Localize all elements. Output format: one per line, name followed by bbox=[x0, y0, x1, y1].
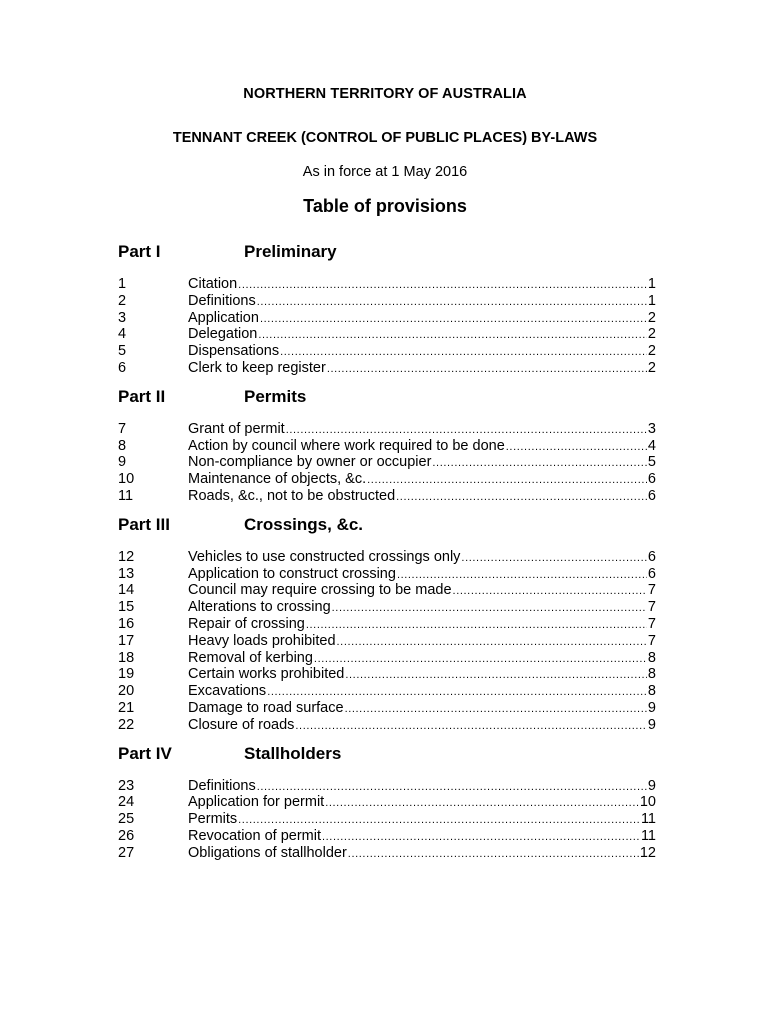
entry-title: Alterations to crossing bbox=[188, 599, 331, 616]
toc-entry[interactable] bbox=[118, 582, 656, 599]
entry-title: Maintenance of objects, &c. bbox=[188, 471, 367, 488]
entry-page-number: 11 bbox=[640, 811, 656, 828]
dot-leader bbox=[332, 600, 647, 617]
entry-body bbox=[188, 666, 656, 684]
entry-body bbox=[188, 633, 656, 651]
entry-title: Non-compliance by owner or occupier bbox=[188, 454, 432, 471]
entry-number: 6 bbox=[118, 359, 127, 376]
entry-body bbox=[188, 599, 656, 617]
part-number: Part I bbox=[118, 242, 161, 261]
part-heading bbox=[118, 515, 656, 541]
entry-body bbox=[188, 276, 656, 294]
entry-body bbox=[188, 421, 656, 439]
entry-title: Permits bbox=[188, 811, 238, 828]
dot-leader bbox=[322, 829, 640, 846]
entry-number: 24 bbox=[118, 794, 135, 811]
entry-title: Citation bbox=[188, 276, 238, 292]
entry-title: Clerk to keep register bbox=[188, 359, 326, 376]
toc-entry[interactable] bbox=[118, 650, 656, 667]
entry-body bbox=[188, 454, 656, 472]
entry-number: 21 bbox=[118, 699, 135, 716]
dot-leader bbox=[306, 617, 647, 634]
entry-body bbox=[188, 650, 656, 668]
entry-page-number: 2 bbox=[647, 326, 656, 343]
entry-number: 14 bbox=[118, 582, 135, 599]
entry-number: 19 bbox=[118, 666, 135, 683]
entry-title: Application to construct crossing bbox=[188, 565, 396, 582]
entry-page-number: 9 bbox=[647, 777, 656, 794]
entry-number: 12 bbox=[118, 548, 135, 565]
entry-page-number: 6 bbox=[647, 471, 656, 488]
entry-number: 10 bbox=[118, 471, 135, 488]
part-title: Crossings, &c. bbox=[244, 514, 364, 534]
entry-page-number: 2 bbox=[647, 359, 656, 376]
entry-page-number: 6 bbox=[647, 548, 656, 565]
toc-entry[interactable] bbox=[118, 616, 656, 633]
dot-leader bbox=[397, 567, 647, 584]
entry-body bbox=[188, 326, 656, 344]
part-heading bbox=[118, 387, 656, 413]
toc-entry[interactable] bbox=[118, 276, 656, 293]
entry-page-number: 7 bbox=[647, 582, 656, 599]
dot-leader bbox=[367, 472, 647, 489]
entry-title: Excavations bbox=[188, 683, 267, 700]
toc-entry[interactable] bbox=[118, 599, 656, 616]
dot-leader bbox=[267, 684, 647, 701]
entry-title: Definitions bbox=[188, 292, 256, 309]
dot-leader bbox=[432, 455, 647, 472]
part-heading bbox=[118, 744, 656, 770]
entry-title: Definitions bbox=[188, 777, 256, 794]
entry-body bbox=[188, 828, 656, 846]
entry-page-number: 8 bbox=[647, 666, 656, 683]
dot-leader bbox=[257, 779, 647, 796]
toc-entry[interactable] bbox=[118, 845, 656, 862]
entry-title: Revocation of permit bbox=[188, 827, 321, 844]
part-number: Part II bbox=[118, 386, 166, 406]
entry-body bbox=[188, 471, 656, 489]
toc-entry[interactable] bbox=[118, 549, 656, 566]
table-of-provisions bbox=[118, 242, 656, 872]
dot-leader bbox=[280, 344, 647, 361]
entry-page-number: 10 bbox=[639, 794, 656, 811]
toc-entry[interactable] bbox=[118, 794, 656, 811]
entry-page-number: 1 bbox=[647, 276, 656, 292]
entry-number: 16 bbox=[118, 615, 135, 632]
entry-body bbox=[188, 778, 656, 796]
in-force-date: As in force at 1 May 2016 bbox=[302, 164, 468, 180]
entry-page-number: 2 bbox=[647, 309, 656, 326]
entry-body bbox=[188, 310, 656, 328]
toc-entry[interactable] bbox=[118, 488, 656, 505]
entry-number: 1 bbox=[118, 276, 127, 292]
dot-leader bbox=[325, 795, 639, 812]
toc-part bbox=[118, 515, 656, 734]
part-title: Stallholders bbox=[244, 743, 342, 763]
entry-body bbox=[188, 582, 656, 600]
entry-body bbox=[188, 549, 656, 567]
entry-body bbox=[188, 683, 656, 701]
entry-title: Roads, &c., not to be obstructed bbox=[188, 487, 396, 504]
dot-leader bbox=[396, 489, 647, 506]
entry-page-number: 7 bbox=[647, 615, 656, 632]
entry-body bbox=[188, 488, 656, 506]
entry-number: 25 bbox=[118, 811, 135, 828]
toc-entry[interactable] bbox=[118, 310, 656, 327]
entry-page-number: 8 bbox=[647, 683, 656, 700]
entry-number: 5 bbox=[118, 343, 127, 360]
entry-title: Certain works prohibited bbox=[188, 666, 345, 683]
entry-title: Grant of permit bbox=[188, 420, 285, 437]
dot-leader bbox=[453, 583, 647, 600]
part-number: Part IV bbox=[118, 743, 172, 763]
entry-page-number: 7 bbox=[647, 632, 656, 649]
entry-body bbox=[188, 293, 656, 311]
document-title: TENNANT CREEK (CONTROL OF PUBLIC PLACES) BY-LAWS bbox=[172, 130, 598, 146]
toc-entry[interactable] bbox=[118, 343, 656, 360]
entry-page-number: 4 bbox=[647, 437, 656, 454]
dot-leader bbox=[461, 550, 647, 567]
entry-number: 11 bbox=[118, 487, 134, 504]
dot-leader bbox=[260, 311, 647, 328]
entry-number: 23 bbox=[118, 777, 135, 794]
entry-number: 9 bbox=[118, 454, 127, 471]
dot-leader bbox=[238, 812, 640, 829]
entry-body bbox=[188, 343, 656, 361]
entry-title: Application bbox=[188, 309, 259, 326]
part-title: Preliminary bbox=[244, 242, 337, 261]
entry-number: 27 bbox=[118, 844, 135, 861]
entry-page-number: 6 bbox=[647, 487, 656, 504]
document-header bbox=[0, 86, 770, 217]
entry-number: 8 bbox=[118, 437, 127, 454]
entry-number: 2 bbox=[118, 292, 127, 309]
toc-entry[interactable] bbox=[118, 566, 656, 583]
entry-page-number: 6 bbox=[647, 565, 656, 582]
entry-number: 20 bbox=[118, 683, 135, 700]
toc-entry[interactable] bbox=[118, 360, 656, 377]
entry-title: Vehicles to use constructed crossings only bbox=[188, 548, 461, 565]
entry-title: Repair of crossing bbox=[188, 615, 305, 632]
dot-leader bbox=[295, 718, 647, 735]
dot-leader bbox=[257, 294, 647, 311]
toc-entry[interactable] bbox=[118, 421, 656, 438]
entry-page-number: 12 bbox=[639, 844, 656, 861]
entry-number: 4 bbox=[118, 326, 127, 343]
toc-title: Table of provisions bbox=[303, 196, 467, 216]
toc-entry[interactable] bbox=[118, 700, 656, 717]
entry-title: Closure of roads bbox=[188, 716, 295, 733]
entry-title: Delegation bbox=[188, 326, 258, 343]
entry-title: Application for permit bbox=[188, 794, 325, 811]
toc-entry[interactable] bbox=[118, 811, 656, 828]
dot-leader bbox=[348, 846, 639, 863]
dot-leader bbox=[337, 634, 647, 651]
entry-number: 7 bbox=[118, 420, 127, 437]
entry-body bbox=[188, 438, 656, 456]
dot-leader bbox=[258, 327, 647, 344]
entry-title: Damage to road surface bbox=[188, 699, 344, 716]
toc-entry[interactable] bbox=[118, 454, 656, 471]
entry-body bbox=[188, 700, 656, 718]
toc-entry[interactable] bbox=[118, 666, 656, 683]
dot-leader bbox=[286, 422, 647, 439]
entry-page-number: 9 bbox=[647, 716, 656, 733]
entry-page-number: 7 bbox=[647, 599, 656, 616]
toc-part bbox=[118, 242, 656, 377]
entry-body bbox=[188, 845, 656, 863]
entry-body bbox=[188, 717, 656, 735]
entry-number: 18 bbox=[118, 649, 135, 666]
dot-leader bbox=[345, 667, 647, 684]
entry-page-number: 9 bbox=[647, 699, 656, 716]
toc-entry[interactable] bbox=[118, 828, 656, 845]
entry-body bbox=[188, 616, 656, 634]
part-title: Permits bbox=[244, 386, 307, 406]
toc-entry[interactable] bbox=[118, 717, 656, 734]
entry-title: Obligations of stallholder bbox=[188, 844, 347, 861]
entry-title: Council may require crossing to be made bbox=[188, 582, 452, 599]
entry-body bbox=[188, 794, 656, 812]
entry-page-number: 5 bbox=[647, 454, 656, 471]
jurisdiction-heading: NORTHERN TERRITORY OF AUSTRALIA bbox=[243, 86, 527, 102]
toc-entry[interactable] bbox=[118, 778, 656, 795]
toc-entry[interactable] bbox=[118, 293, 656, 310]
entry-page-number: 2 bbox=[647, 343, 656, 360]
entry-title: Removal of kerbing bbox=[188, 649, 313, 666]
entry-title: Heavy loads prohibited bbox=[188, 632, 336, 649]
dot-leader bbox=[327, 361, 647, 378]
toc-part bbox=[118, 387, 656, 505]
entry-number: 26 bbox=[118, 827, 135, 844]
entry-number: 17 bbox=[118, 632, 135, 649]
entry-page-number: 1 bbox=[647, 292, 656, 309]
toc-entry[interactable] bbox=[118, 438, 656, 455]
toc-entry[interactable] bbox=[118, 683, 656, 700]
entry-number: 22 bbox=[118, 716, 135, 733]
entry-page-number: 11 bbox=[640, 827, 656, 844]
part-number: Part III bbox=[118, 514, 170, 534]
entry-page-number: 3 bbox=[647, 420, 656, 437]
entry-number: 3 bbox=[118, 309, 127, 326]
toc-part bbox=[118, 744, 656, 862]
entry-title: Action by council where work required to be done bbox=[188, 437, 505, 454]
toc-entry[interactable] bbox=[118, 633, 656, 650]
toc-entry[interactable] bbox=[118, 471, 656, 488]
entry-body bbox=[188, 566, 656, 584]
dot-leader bbox=[238, 277, 647, 294]
entry-title: Dispensations bbox=[188, 343, 280, 360]
dot-leader bbox=[314, 651, 647, 668]
entry-body bbox=[188, 811, 656, 829]
part-heading bbox=[118, 242, 656, 268]
entry-number: 15 bbox=[118, 599, 135, 616]
dot-leader bbox=[345, 701, 647, 718]
entry-page-number: 8 bbox=[647, 649, 656, 666]
toc-entry[interactable] bbox=[118, 326, 656, 343]
dot-leader bbox=[506, 439, 647, 456]
entry-number: 13 bbox=[118, 565, 135, 582]
entry-body bbox=[188, 360, 656, 378]
